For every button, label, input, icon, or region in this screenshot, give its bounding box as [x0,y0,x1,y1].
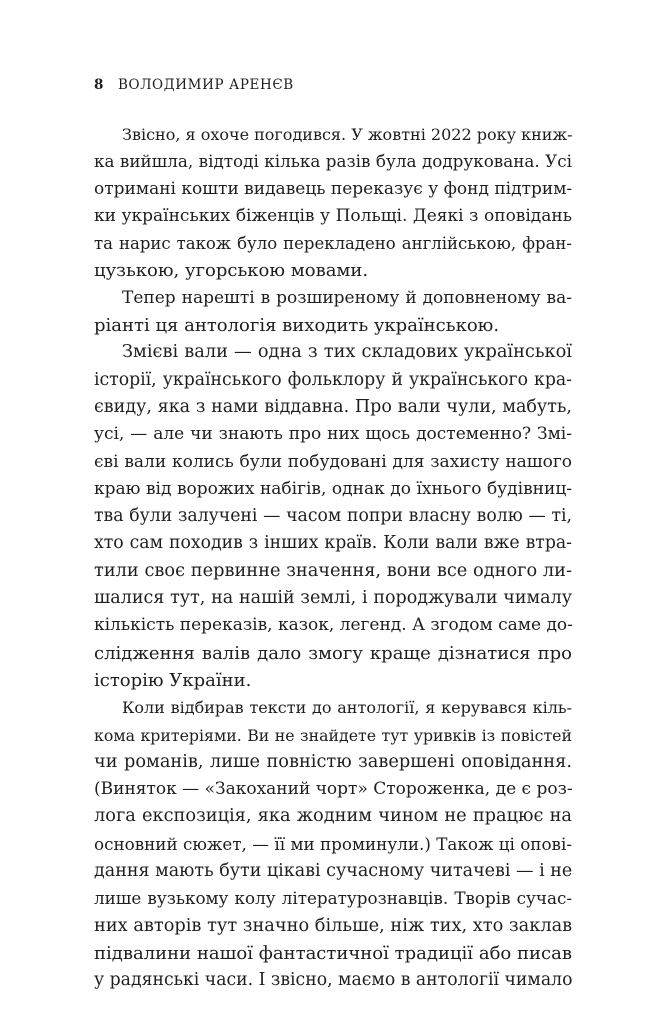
text-line: ки українських біженців у Польщі. Деякі з оповідань [94,205,572,226]
paragraph [94,121,572,285]
text-line: дання мають бути цікаві сучасному читачеві — і не [94,861,573,882]
text-line: лише вузькому колу літературознавців. Творів сучас- [94,888,572,909]
text-line: лога експозиція, яка жодним чином не працює на [94,806,572,827]
paragraph [94,285,572,340]
text-line: ка вийшла, відтоді кілька разів була додрукована. Усі [94,151,572,172]
text-line: Змієві вали — одна з тих складових української [122,342,572,363]
text-line: історії, українського фольклору й українського кра- [94,369,572,390]
text-line: краю від ворожих набігів, однак до їхнього будівниц- [94,478,572,499]
text-line: тва були залучені — часом попри власну волю — ті, [94,506,572,527]
text-line: шалися тут, на нашій землі, і породжували чималу [94,588,572,609]
text-line: підвалини нашої фантастичної традиції або писав [94,942,572,964]
text-line: ріанті ця антологія виходить українською. [94,315,500,337]
page-number: 8 [94,77,104,93]
text-line: Звісно, я охоче погодився. У жовтні 2022 року книж- [122,125,573,144]
text-line: отримані кошти видавець переказує у фонд підтрим- [94,178,573,199]
text-line: (Виняток — «Закоханий чорт» Стороженка, де є роз- [94,779,573,800]
text-line: історію України. [94,669,252,691]
paragraph [94,339,572,694]
text-line: цузькою, угорською мовами. [94,260,369,282]
text-line: кома критеріями. Ви не знайдете тут уривків із повістей [94,725,572,745]
text-line: кількість переказів, казок, легенд. А згодом саме до- [94,615,573,636]
text-line: чи романів, лише повністю завершені оповідання. [94,751,572,772]
text-line: Коли відбирав тексти до антології, я керувався кіль- [122,698,572,718]
body-text [94,121,572,995]
text-line: слідження валів дало змогу краще дізнатися про [94,642,572,664]
text-line: усі, — але чи знають про них щось достеменно? Змі- [94,424,572,445]
author-name: ВОЛОДИМИР АРЕНЄВ [118,77,294,93]
text-line: них авторів тут значно більше, ніж тих, хто заклав [94,915,573,936]
running-header [94,77,294,93]
text-line: Тепер нарешті в розширеному й доповненому ва- [122,287,572,308]
text-line: основний сюжет, — її ми проминули.) Також ці опові- [94,833,572,854]
text-line: у радянські часи. І звісно, маємо в антології чимало [94,970,573,991]
text-line: євиду, яка з нами віддавна. Про вали чули, мабуть, [94,396,572,417]
text-line: тили своє первинне значення, вони все одного ли- [94,560,572,581]
text-line: єві вали колись були побудовані для захисту нашого [94,451,572,472]
text-line: та нарис також було перекладено англійською, фран- [94,234,572,254]
text-line: хто сам походив з інших країв. Коли вали вже втра- [94,533,572,554]
paragraph [94,694,572,994]
